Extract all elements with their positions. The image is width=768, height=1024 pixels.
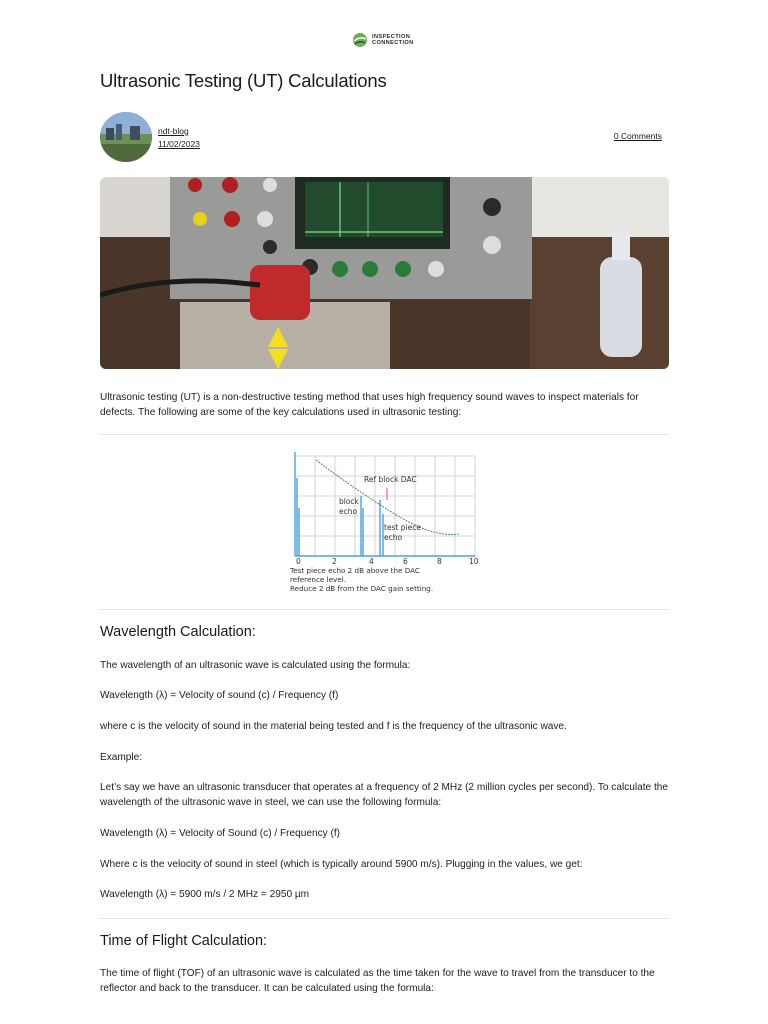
divider xyxy=(100,918,669,919)
formula-paragraph: Wavelength (λ) = Velocity of sound (c) / Frequency (f) xyxy=(100,690,339,701)
result-paragraph: Wavelength (λ) = 5900 m/s / 2 MHz = 2950 µm xyxy=(100,889,310,900)
block-echo-label-2: echo xyxy=(339,507,358,516)
tick-label: 2 xyxy=(332,557,337,566)
globe-logo-icon xyxy=(352,32,368,48)
paragraph: where c is the velocity of sound in the material being tested and f is the frequency of the ultrasonic wave. xyxy=(100,721,567,732)
figure-caption-1: Test piece echo 2 dB above the DAC xyxy=(290,566,420,575)
paragraph: The wavelength of an ultrasonic wave is calculated using the formula: xyxy=(100,660,411,671)
formula-paragraph: Wavelength (λ) = Velocity of Sound (c) / Frequency (f) xyxy=(100,828,341,839)
author-avatar[interactable] xyxy=(100,112,152,162)
paragraph: Let’s say we have an ultrasonic transducer that operates at a frequency of 2 MHz (2 million cycles per second). To calculate the wavelength of the ultrasonic wave in steel, we can use the following formula: xyxy=(100,782,668,808)
author-link[interactable]: ndt-blog xyxy=(158,126,189,136)
dac-figure xyxy=(283,448,483,598)
wavelength-heading: Wavelength Calculation: xyxy=(100,624,256,640)
test-echo-label-2: echo xyxy=(384,533,403,542)
paragraph: Where c is the velocity of sound in steel (which is typically around 5900 m/s). Plugging in the values, we get: xyxy=(100,859,583,870)
logo-text: INSPECTION CONNECTION xyxy=(372,34,414,46)
divider xyxy=(100,609,669,610)
ref-block-dac-label: Ref block DAC xyxy=(364,475,417,484)
block-echo-label-1: block xyxy=(339,497,359,506)
figure-caption-3: Reduce 2 dB from the DAC gain setting. xyxy=(290,584,434,593)
hero-image xyxy=(100,177,669,369)
tick-label: 8 xyxy=(437,557,442,566)
date-link[interactable]: 11/02/2023 xyxy=(158,139,200,149)
tick-label: 6 xyxy=(403,557,408,566)
post-meta xyxy=(158,125,200,151)
site-logo[interactable] xyxy=(352,32,414,48)
test-echo-label-1: test piece xyxy=(384,523,421,532)
tick-label: 4 xyxy=(369,557,374,566)
figure-caption-2: reference level. xyxy=(290,575,346,584)
page-title: Ultrasonic Testing (UT) Calculations xyxy=(100,70,387,91)
tick-label: 10 xyxy=(469,557,479,566)
tick-label: 0 xyxy=(296,557,301,566)
paragraph: Example: xyxy=(100,752,143,763)
tof-heading: Time of Flight Calculation: xyxy=(100,933,268,949)
paragraph: The time of flight (TOF) of an ultrasonic wave is calculated as the time taken for the wave to travel from the transducer to the reflector and back to the transducer. It can be calculated using the formula: xyxy=(100,968,655,994)
comments-link[interactable]: 0 Comments xyxy=(613,131,662,141)
intro-paragraph: Ultrasonic testing (UT) is a non-destructive testing method that uses high frequency sound waves to inspect materials for defects. The following are some of the key calculations used in ultrasonic testing: xyxy=(100,392,639,418)
divider xyxy=(100,434,669,435)
